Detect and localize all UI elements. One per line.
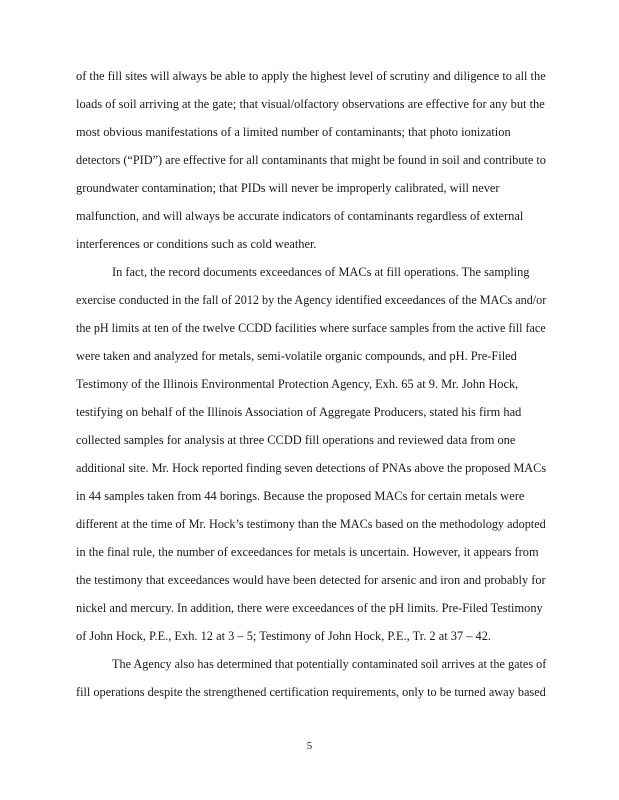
paragraph-line: fill operations despite the strengthened certification requirements, only to be turned away based bbox=[76, 685, 546, 699]
paragraph-line: of John Hock, P.E., Exh. 12 at 3 – 5; Testimony of John Hock, P.E., Tr. 2 at 37 – 42. bbox=[76, 629, 492, 643]
paragraph-line: groundwater contamination; that PIDs will never be improperly calibrated, will never bbox=[76, 181, 500, 195]
paragraph-line: malfunction, and will always be accurate indicators of contaminants regardless of external bbox=[76, 209, 524, 223]
paragraph-line: nickel and mercury. In addition, there were exceedances of the pH limits. Pre-Filed Testimony bbox=[76, 601, 543, 615]
paragraph-line: interferences or conditions such as cold weather. bbox=[76, 237, 317, 251]
paragraph-line: the pH limits at ten of the twelve CCDD facilities where surface samples from the active fill face bbox=[76, 321, 546, 335]
paragraph-line: the testimony that exceedances would have been detected for arsenic and iron and probably for bbox=[76, 573, 546, 587]
paragraph-line: in the final rule, the number of exceedances for metals is uncertain. However, it appears from bbox=[76, 545, 539, 559]
paragraph-line: additional site. Mr. Hock reported finding seven detections of PNAs above the proposed MACs bbox=[76, 461, 547, 475]
page-number: 5 bbox=[306, 740, 313, 752]
paragraph-line: detectors (“PID”) are effective for all contaminants that might be found in soil and contribute to bbox=[76, 153, 546, 167]
paragraph-line: collected samples for analysis at three CCDD fill operations and reviewed data from one bbox=[76, 433, 516, 447]
paragraph-line: The Agency also has determined that potentially contaminated soil arrives at the gates of bbox=[112, 657, 547, 671]
paragraph-line: in 44 samples taken from 44 borings. Because the proposed MACs for certain metals were bbox=[76, 489, 525, 503]
paragraph-line: exercise conducted in the fall of 2012 by the Agency identified exceedances of the MACs and/or bbox=[76, 293, 547, 307]
paragraph-line: loads of soil arriving at the gate; that visual/olfactory observations are effective for any but the bbox=[76, 97, 545, 111]
paragraph-line: most obvious manifestations of a limited number of contaminants; that photo ionization bbox=[76, 125, 511, 139]
paragraph-line: testifying on behalf of the Illinois Association of Aggregate Producers, stated his firm had bbox=[76, 405, 522, 419]
paragraph-line: of the fill sites will always be able to apply the highest level of scrutiny and diligence to all the bbox=[76, 69, 546, 83]
paragraph-line: different at the time of Mr. Hock’s testimony than the MACs based on the methodology adopted bbox=[76, 517, 546, 531]
paragraph-line: Testimony of the Illinois Environmental Protection Agency, Exh. 65 at 9. Mr. John Hock, bbox=[76, 377, 519, 391]
paragraph-line: were taken and analyzed for metals, semi-volatile organic compounds, and pH. Pre-Filed bbox=[76, 349, 517, 363]
paragraph-line: In fact, the record documents exceedances of MACs at fill operations. The sampling bbox=[112, 265, 530, 279]
